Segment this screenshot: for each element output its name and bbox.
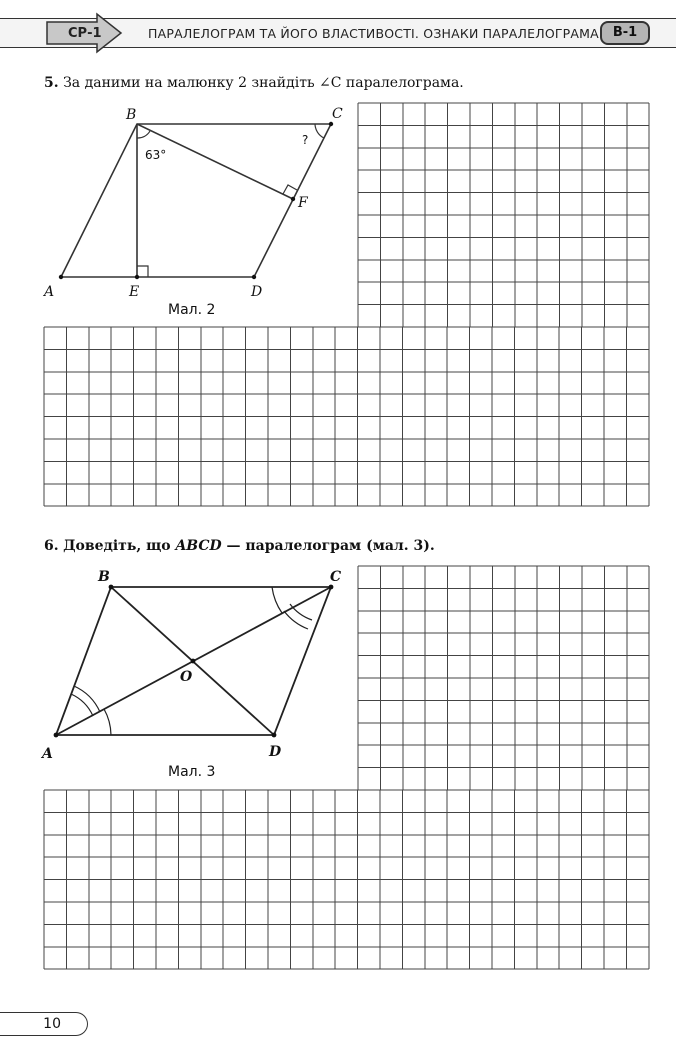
fig2-angle-value: 63° (145, 148, 167, 162)
fig3-label-b: B (98, 569, 110, 585)
section-code: СР-1 (68, 26, 102, 41)
fig3-label-d: D (269, 744, 282, 760)
fig2-label-e: E (129, 284, 140, 300)
task5-number: 5. (44, 75, 59, 91)
fig2-label-a: A (44, 284, 55, 300)
fig2-unknown-mark: ? (302, 133, 309, 147)
fig3-label-o: O (180, 669, 193, 685)
fig2-label-f: F (298, 195, 308, 211)
figure2-caption: Мал. 2 (168, 302, 216, 318)
page-number: 10 (0, 1012, 88, 1036)
task6-text-suffix: — паралелограм (мал. 3). (221, 538, 435, 554)
fig3-label-a: A (42, 746, 53, 762)
fig2-label-b: B (126, 107, 137, 123)
fig2-label-c: C (332, 106, 343, 122)
header-title: ПАРАЛЕЛОГРАМ ТА ЙОГО ВЛАСТИВОСТІ. ОЗНАКИ ПАРАЛЕЛОГРАМА (148, 26, 599, 41)
fig2-label-d: D (251, 284, 263, 300)
task6-number: 6. (44, 538, 59, 554)
task5-text: За даними на малюнку 2 знайдіть ∠C паралелограма. (63, 75, 464, 91)
variant-badge: В-1 (600, 21, 650, 45)
task6-text-math: ABCD (175, 538, 222, 554)
fig3-label-c: C (330, 569, 342, 585)
figure3-caption: Мал. 3 (168, 764, 216, 780)
task6-text-prefix: Доведіть, що (63, 538, 176, 554)
